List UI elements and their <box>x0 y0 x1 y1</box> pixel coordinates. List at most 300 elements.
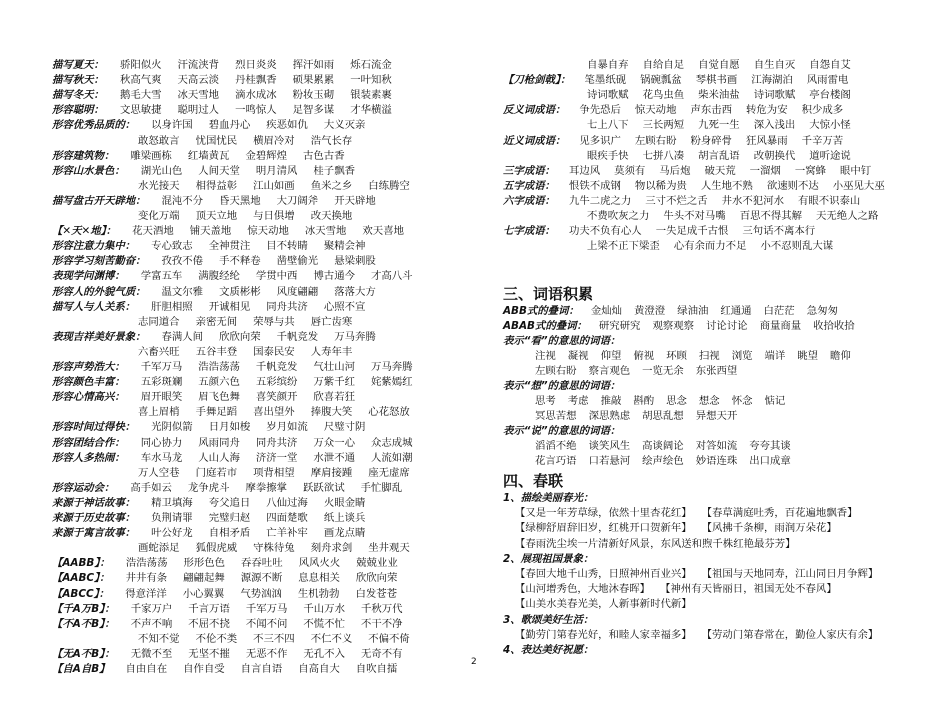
word-item: 【风拂千条柳，雨润万朵花】 <box>701 522 837 535</box>
text-line <box>503 425 620 438</box>
word-item: 开诚相见 <box>208 300 251 313</box>
text-line <box>503 629 878 642</box>
line-label: 【AABC】： <box>52 572 110 585</box>
word-item: 文思敏捷 <box>119 104 162 117</box>
word-item: 负荆请罪 <box>151 512 193 524</box>
word-item: 温文尔雅 <box>161 285 204 298</box>
word-item: 高谈阔论 <box>642 440 684 452</box>
word-item: 风度翩翩 <box>276 285 319 298</box>
word-item: 金碧辉煌 <box>245 149 288 162</box>
word-item: 顶天立地 <box>195 210 238 222</box>
word-item: 目不转睛 <box>266 240 308 253</box>
text-line <box>52 361 413 374</box>
word-item: 光阴似箭 <box>151 421 193 434</box>
text-line <box>52 270 413 283</box>
word-item: 夸父追日 <box>208 496 251 509</box>
word-item: 注视 <box>535 350 556 362</box>
word-item: 【绿柳舒眉辞旧岁，红桃开口贺新年】 <box>515 522 692 535</box>
text-line <box>503 522 837 535</box>
word-item: 明月清风 <box>255 164 298 177</box>
word-item: 气壮山河 <box>313 361 355 373</box>
word-item: 妙语连珠 <box>695 455 738 467</box>
word-item: 千山万水 <box>303 602 345 615</box>
word-item: 收拾收拾 <box>813 320 855 332</box>
word-item: 滔滔不绝 <box>535 440 577 452</box>
word-item: 夸夸其谈 <box>749 440 791 452</box>
word-item: 万人空巷 <box>138 466 180 479</box>
word-item: 才高八斗 <box>370 270 413 283</box>
line-label: 七字成语： <box>503 225 555 238</box>
word-item: 息息相关 <box>298 572 340 585</box>
word-item: 莫须有 <box>614 164 646 177</box>
text-line <box>503 195 860 208</box>
text-line <box>503 305 838 318</box>
text-line <box>52 316 352 329</box>
text-line <box>52 633 410 646</box>
word-item: 亲密无间 <box>195 315 238 328</box>
line-label: 【刀枪剑戟】： <box>503 74 571 87</box>
text-line <box>52 286 376 299</box>
word-item: 落落大方 <box>334 285 376 298</box>
word-item: 三句话不离本行 <box>742 225 816 238</box>
word-item: 疾恶如仇 <box>266 119 308 132</box>
word-item: 画蛇添足 <box>138 542 180 555</box>
word-item: 不仁不义 <box>310 632 353 645</box>
text-line <box>503 210 878 223</box>
text-line <box>52 497 365 510</box>
word-item: 九死一生 <box>698 119 740 132</box>
text-line <box>52 89 392 102</box>
word-item: 自高自大 <box>298 663 340 675</box>
word-item: 汗流浃背 <box>177 59 220 71</box>
word-item: 专心致志 <box>151 240 193 253</box>
word-item: 不偏不倚 <box>368 632 410 645</box>
word-item: 手舞足蹈 <box>195 406 238 419</box>
word-item: 口若悬河 <box>588 455 631 467</box>
word-item: 花言巧语 <box>535 455 577 467</box>
line-label: 来源于神话故事： <box>52 496 136 509</box>
word-item: 荣辱与共 <box>253 315 295 328</box>
word-item: 无奇不有 <box>360 647 403 660</box>
word-item: 千军万马 <box>245 602 288 615</box>
word-item: 滴水成冰 <box>235 89 277 102</box>
word-item: 横眉冷对 <box>253 134 295 147</box>
text-line <box>52 663 397 676</box>
text-line <box>503 135 843 148</box>
word-item: 万众一心 <box>313 436 355 449</box>
word-item: 人寿年丰 <box>310 345 353 358</box>
text-line <box>52 572 397 585</box>
word-item: 姹紫嫣红 <box>370 376 413 389</box>
word-item: 惊天动地 <box>634 104 677 117</box>
word-item: 纸上谈兵 <box>323 512 366 524</box>
line-label: 来源于寓言故事： <box>52 527 136 540</box>
text-line <box>503 440 791 453</box>
text-line <box>503 165 871 178</box>
word-item: 丹桂飘香 <box>235 74 277 87</box>
word-item: 绘声绘色 <box>642 455 684 467</box>
word-item: 自生自灭 <box>753 59 796 71</box>
line-label: 五字成语： <box>503 179 555 192</box>
word-item: 八仙过海 <box>266 496 308 509</box>
word-item: 无坚不摧 <box>188 647 230 660</box>
word-item: 亡羊补牢 <box>266 527 308 540</box>
text-line <box>52 119 365 132</box>
word-item: 欣喜若狂 <box>313 391 355 404</box>
word-item: 花天酒地 <box>132 225 174 238</box>
word-item: 【春回大地千山秀，日照神州百业兴】 <box>515 568 692 580</box>
word-item: 琴棋书画 <box>695 74 738 87</box>
word-item: 尺璧寸阴 <box>323 421 366 434</box>
word-item: 道听途说 <box>809 149 851 162</box>
line-label: ABB式的叠词： <box>503 305 579 317</box>
word-item: 跃跃欲试 <box>303 481 345 494</box>
word-item: 惊天动地 <box>247 225 289 238</box>
word-item: 浩气长存 <box>310 134 353 147</box>
word-item: 胡思乱想 <box>642 410 684 422</box>
word-item: 井水不犯河水 <box>721 194 784 207</box>
text-line <box>503 225 815 238</box>
word-item: 硕果累累 <box>292 74 335 87</box>
line-label: 形容注意力集中： <box>52 240 136 253</box>
word-item: 小巫见大巫 <box>832 179 885 192</box>
word-item: 欣欣向荣 <box>219 330 261 343</box>
word-item: 昏天黑地 <box>219 194 261 207</box>
word-item: 东张西望 <box>695 365 738 377</box>
word-item: 才华横溢 <box>350 104 392 117</box>
text-line <box>52 437 413 450</box>
text-line <box>52 512 365 525</box>
text-line <box>503 644 593 657</box>
word-item: 忧国忧民 <box>195 134 238 147</box>
word-item: 心有余而力不足 <box>673 240 747 253</box>
word-item: 手忙脚乱 <box>360 481 403 494</box>
word-item: 千军万马 <box>140 361 183 373</box>
text-line <box>503 380 620 393</box>
word-item: 自言自语 <box>240 663 283 675</box>
word-item: 源源不断 <box>240 572 283 585</box>
word-item: 千帆竞发 <box>276 330 319 343</box>
line-label: 表现学问渊博： <box>52 270 125 283</box>
word-item: 怀念 <box>731 395 753 407</box>
line-label: 三字成语： <box>503 164 555 177</box>
text-line <box>503 180 885 193</box>
text-line <box>52 467 410 480</box>
text-line <box>52 421 365 434</box>
word-item: 深入浅出 <box>753 119 796 132</box>
word-item: 【春雨洗尘埃一片清新好风景，东风送和煦千株红艳最芬芳】 <box>515 537 796 550</box>
word-item: 座无虚席 <box>368 466 410 479</box>
word-item: 粉身碎骨 <box>690 134 733 147</box>
line-label: 【无A不B】： <box>52 647 115 660</box>
text-line <box>503 240 833 253</box>
word-item: 一窝蜂 <box>794 164 826 177</box>
word-item: 推敲 <box>600 395 622 407</box>
word-item: 【又是一年芳草绿，依然十里杏花红】 <box>515 507 692 520</box>
word-item: 风雨雷电 <box>806 74 849 87</box>
word-item: 千言万语 <box>188 602 230 615</box>
word-item: 自暴自弃 <box>587 59 629 71</box>
text-line <box>52 527 365 540</box>
word-item: 济济一堂 <box>255 451 298 464</box>
word-item: 聚精会神 <box>323 240 366 253</box>
word-item: 七上八下 <box>587 119 629 132</box>
word-item: 足智多谋 <box>292 104 335 117</box>
word-item: 天无绝人之路 <box>816 210 879 222</box>
text-line <box>503 59 851 72</box>
line-label: 【不A不B】： <box>52 617 115 630</box>
word-item: 叶公好龙 <box>151 527 193 540</box>
word-item: 欢天喜地 <box>362 225 404 238</box>
word-item: 万马奔腾 <box>370 361 413 373</box>
word-item: 摩肩接踵 <box>310 466 353 479</box>
word-item: 五彩斑斓 <box>140 376 183 389</box>
word-item: 惦记 <box>764 395 786 407</box>
text-line <box>52 210 352 223</box>
word-item: 白发苍苍 <box>355 587 397 600</box>
text-line <box>52 165 355 178</box>
section-3-title: 三、词语积累 <box>503 285 594 303</box>
word-item: 自由自在 <box>125 663 168 675</box>
word-item: 国泰民安 <box>253 345 295 358</box>
text-line <box>52 603 403 616</box>
word-item: 【祖国与天地同寿，江山同日月争辉】 <box>701 568 879 580</box>
word-item: 悬梁刺股 <box>334 255 376 268</box>
word-item: 冥思苦想 <box>535 410 577 422</box>
word-item: 碧血丹心 <box>208 119 251 132</box>
word-item: 全神贯注 <box>208 240 251 253</box>
word-item: 同舟共济 <box>255 436 298 449</box>
word-item: 吞吞吐吐 <box>241 557 283 570</box>
text-line <box>503 365 737 378</box>
line-label: 2、展现祖国景象： <box>503 552 594 565</box>
line-label: 反义词成语： <box>503 104 566 117</box>
line-label: 形容颜色丰富： <box>52 376 125 389</box>
line-label: 形容团结合作： <box>52 436 125 449</box>
line-label: 【ABCC】： <box>52 587 110 600</box>
word-item: 捧腹大笑 <box>310 406 353 419</box>
word-item: 江海湖泊 <box>751 74 793 87</box>
text-line <box>52 150 345 163</box>
line-label: 形容人的外貌气质： <box>52 285 146 298</box>
word-item: 喜笑颜开 <box>255 391 298 404</box>
word-item: 众志成城 <box>370 436 413 449</box>
text-line <box>52 391 355 404</box>
word-item: 凝视 <box>567 350 589 362</box>
word-item: 自怨自艾 <box>809 59 851 71</box>
text-line <box>52 648 403 661</box>
word-item: 瞻仰 <box>830 350 851 362</box>
word-item: 花鸟虫鱼 <box>642 89 685 102</box>
word-item: 以身许国 <box>151 119 193 132</box>
word-item: 人山人海 <box>198 451 240 464</box>
word-item: 急匆匆 <box>806 305 838 317</box>
word-item: 形形色色 <box>183 557 226 570</box>
word-item: 俯视 <box>633 350 655 362</box>
word-item: 同舟共济 <box>266 300 308 313</box>
word-item: 狐假虎威 <box>195 542 238 555</box>
word-item: 三寸不烂之舌 <box>645 194 708 207</box>
word-item: 气势汹汹 <box>240 587 282 600</box>
word-item: 自给自足 <box>642 59 685 71</box>
word-item: 思念 <box>666 395 687 407</box>
line-label: ABAB式的叠词： <box>503 320 587 332</box>
word-item: 岁月如流 <box>266 421 308 434</box>
word-item: 想念 <box>698 395 720 407</box>
text-line <box>503 614 593 627</box>
word-item: 仰望 <box>600 350 622 362</box>
word-item: 冰天雪地 <box>177 89 220 102</box>
word-item: 人生地不熟 <box>700 179 753 192</box>
text-line <box>52 59 392 72</box>
text-line <box>503 538 796 551</box>
word-item: 不干不净 <box>360 617 403 630</box>
word-item: 眼疾手快 <box>587 149 629 162</box>
word-item: 讨论讨论 <box>706 320 748 332</box>
text-line <box>503 598 692 611</box>
word-item: 红通通 <box>720 305 752 317</box>
word-item: 骄阳似火 <box>119 59 162 71</box>
word-item: 心花怒放 <box>368 406 410 419</box>
line-label: 描写冬天： <box>52 89 104 102</box>
word-item: 小心翼翼 <box>182 587 225 600</box>
line-label: 描写盘古开天辟地： <box>52 194 146 207</box>
line-label: 1、描绘美丽春光： <box>503 492 594 504</box>
word-item: 大惊小怪 <box>809 119 851 132</box>
word-item: 春满人间 <box>161 330 204 343</box>
text-line <box>52 331 376 344</box>
text-line <box>52 618 403 631</box>
line-label: 【✕天✕地】： <box>52 225 117 238</box>
word-item: 铺天盖地 <box>189 225 232 238</box>
word-item: 一览无余 <box>642 365 684 377</box>
line-label: 形容运动会： <box>52 481 115 494</box>
word-item: 研究研究 <box>598 320 641 332</box>
word-item: 无恶不作 <box>245 647 288 660</box>
text-line <box>52 195 376 208</box>
word-item: 【神州有天皆丽日，祖国无处不春风】 <box>660 583 837 596</box>
word-item: 眼中钉 <box>839 164 872 177</box>
word-item: 开天辟地 <box>334 194 376 207</box>
text-line <box>503 320 855 333</box>
word-item: 博古通今 <box>313 270 355 283</box>
text-line <box>503 553 593 566</box>
word-item: 端详 <box>764 350 786 362</box>
word-item: 门庭若市 <box>195 466 238 479</box>
word-item: 见多识广 <box>579 134 621 147</box>
line-label: 描写夏天： <box>52 59 104 71</box>
word-item: 自吹自擂 <box>355 663 398 675</box>
text-line <box>52 482 402 495</box>
word-item: 车水马龙 <box>140 451 183 464</box>
word-item: 争先恐后 <box>579 104 621 117</box>
word-item: 喜上眉梢 <box>138 406 180 419</box>
word-item: 变化万端 <box>138 210 180 222</box>
word-item: 观察观察 <box>652 320 695 332</box>
word-item: 不闻不问 <box>245 617 288 630</box>
word-item: 满腹经纶 <box>198 270 240 283</box>
word-item: 万紫千红 <box>313 376 355 389</box>
word-item: 不慌不忙 <box>303 617 345 630</box>
word-item: 七拼八凑 <box>642 149 685 162</box>
word-item: 大义灭亲 <box>323 119 366 132</box>
word-item: 眉开眼笑 <box>140 391 183 404</box>
text-line <box>503 583 837 596</box>
text-line <box>503 455 791 468</box>
line-label: 形容建筑物： <box>52 149 115 162</box>
word-item: 自相矛盾 <box>208 527 251 540</box>
word-item: 鹅毛大雪 <box>119 89 162 102</box>
word-item: 左顾右盼 <box>634 134 677 147</box>
word-item: 文质彬彬 <box>219 285 261 298</box>
word-item: 物以稀为贵 <box>634 179 687 192</box>
word-item: 不屈不挠 <box>188 617 230 630</box>
word-item: 无微不至 <box>130 647 173 660</box>
word-item: 诗词歌赋 <box>587 89 629 102</box>
word-item: 不声不响 <box>130 617 173 630</box>
line-label: 【自A自B】 <box>52 663 110 675</box>
word-item: 烁石流金 <box>350 59 392 71</box>
line-label: 4、表达美好祝愿： <box>503 644 594 656</box>
text-line <box>52 376 413 389</box>
word-item: 眉飞色舞 <box>198 391 240 404</box>
line-label: 表示“看”的意思的词语： <box>503 335 621 347</box>
word-item: 欣欣向荣 <box>355 572 398 585</box>
word-item: 【山河增秀色，大地沐春晖】 <box>515 583 651 596</box>
word-item: 一失足成千古恨 <box>655 225 729 238</box>
section-4-title: 四、春联 <box>503 472 564 490</box>
word-item: 学贯中西 <box>255 270 298 283</box>
line-label: 表示“说”的意思的词语： <box>503 425 621 437</box>
word-item: 日月如梭 <box>208 421 251 434</box>
text-line <box>503 395 785 408</box>
text-line <box>52 301 365 314</box>
word-item: 画龙点睛 <box>323 527 366 540</box>
text-line <box>52 104 392 117</box>
text-line <box>503 492 593 505</box>
word-item: 志同道合 <box>138 315 180 328</box>
word-item: 改天换地 <box>310 210 353 222</box>
word-item: 肝胆相照 <box>151 300 193 313</box>
word-item: 龙争虎斗 <box>187 481 230 494</box>
text-line <box>52 557 398 570</box>
word-item: 雕梁画栋 <box>130 149 172 162</box>
word-item: 改朝换代 <box>753 149 796 162</box>
text-line <box>52 255 376 268</box>
word-item: 火眼金睛 <box>323 496 366 509</box>
word-item: 不知不觉 <box>138 632 180 645</box>
word-item: 恨铁不成钢 <box>568 179 621 192</box>
text-line <box>52 180 410 193</box>
word-item: 自作自受 <box>183 663 225 675</box>
word-item: 诗词歌赋 <box>753 89 796 102</box>
word-item: 【劳动门第春常在，勤俭人家庆有余】 <box>701 628 879 641</box>
word-item: 不伦不类 <box>195 632 238 645</box>
line-label: 形容山水景色： <box>52 164 125 177</box>
word-item: 牛头不对马嘴 <box>663 210 726 222</box>
text-line <box>503 104 843 117</box>
word-item: 五颜六色 <box>198 376 240 389</box>
word-item: 三长两短 <box>642 119 685 132</box>
word-item: 小不忍则乱大谋 <box>760 240 834 253</box>
word-item: 兢兢业业 <box>356 557 398 570</box>
word-item: 九牛二虎之力 <box>568 194 632 207</box>
word-item: 金灿灿 <box>590 305 623 317</box>
word-item: 上梁不正下梁歪 <box>587 240 660 253</box>
text-line <box>52 74 392 87</box>
word-item: 一鸣惊人 <box>235 104 277 117</box>
text-line <box>503 568 878 581</box>
